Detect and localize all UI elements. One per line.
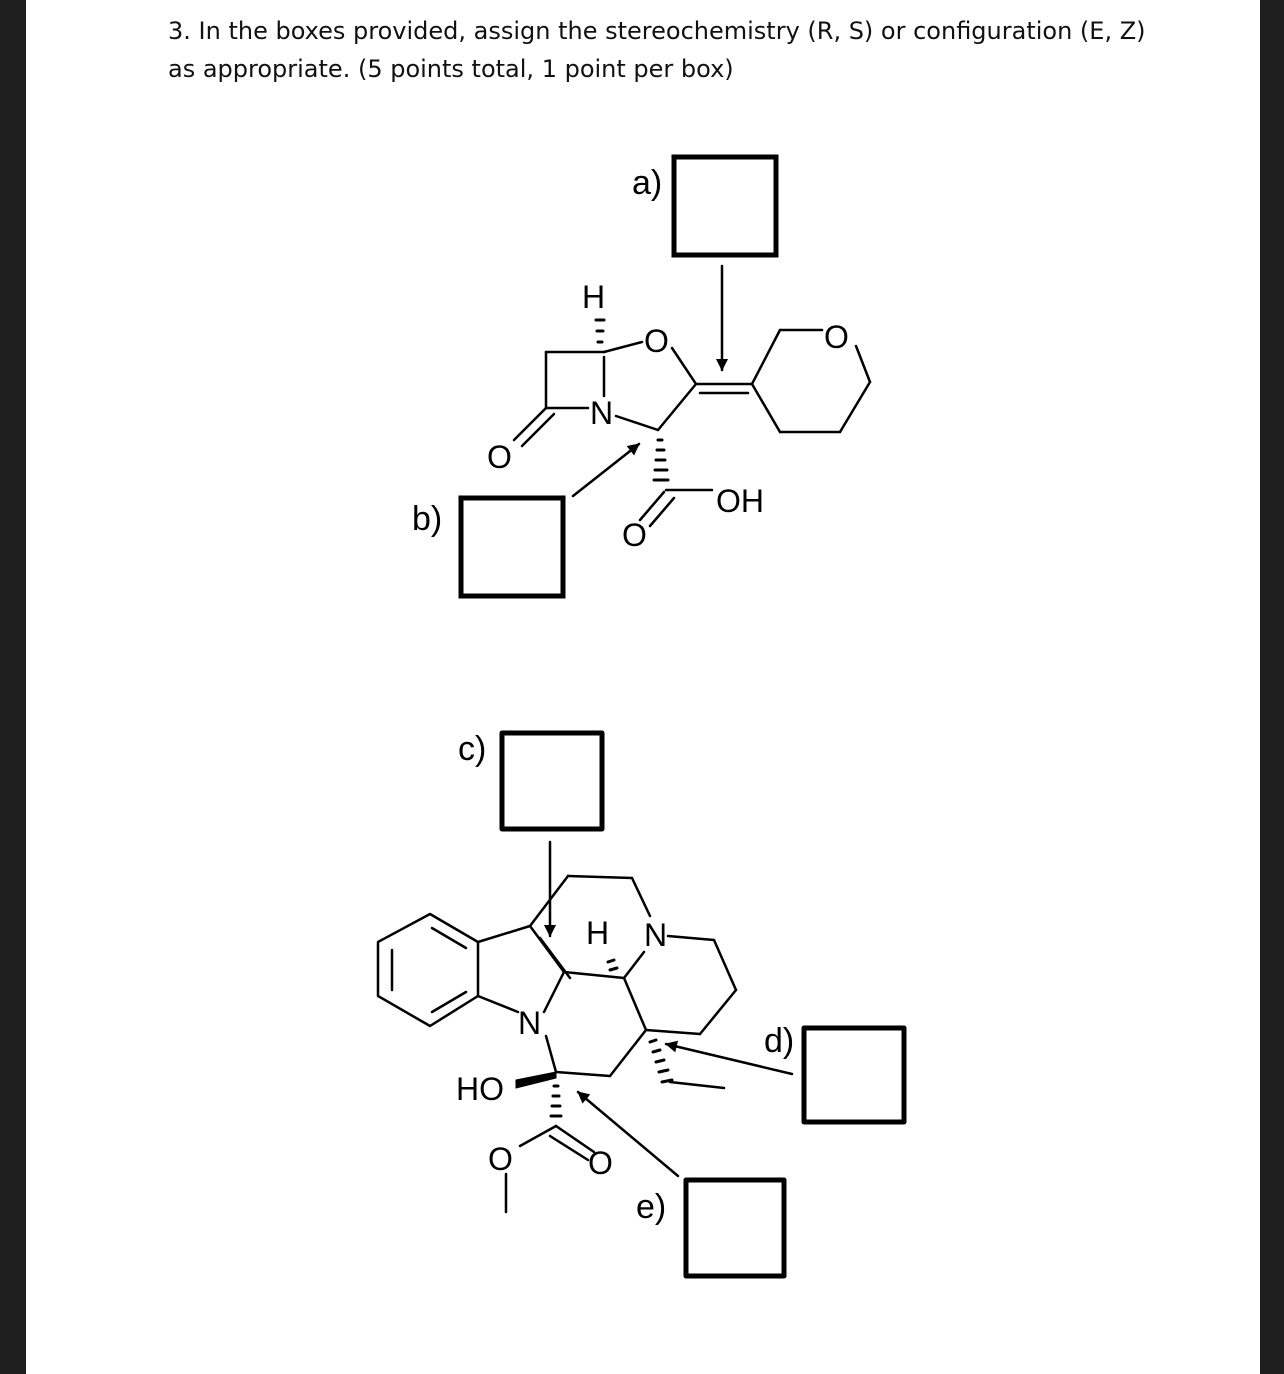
atom-h-2: H [586, 915, 610, 951]
molecule-1 [461, 157, 870, 596]
question-line-1: 3. In the boxes provided, assign the stereochemistry (R, S) or configuration (E, Z) [168, 17, 1146, 45]
atom-o-lactam: O [487, 439, 512, 475]
atom-oh: OH [716, 483, 764, 519]
atom-ho: HO [456, 1071, 504, 1107]
arrow-b [573, 444, 639, 496]
molecule-1-labels [412, 164, 849, 553]
answer-box-b[interactable] [461, 498, 563, 596]
box-label-e: e) [636, 1188, 667, 1226]
atom-o-ester: O [588, 1145, 613, 1181]
atom-h-1: H [582, 279, 606, 315]
box-label-d: d) [764, 1022, 795, 1060]
answer-box-d[interactable] [804, 1028, 904, 1122]
question-line-2: as appropriate. (5 points total, 1 point per box) [168, 55, 734, 83]
atom-n-indole: N [518, 1005, 542, 1041]
box-label-c: c) [458, 730, 487, 768]
answer-box-c[interactable] [502, 733, 602, 829]
box-label-a: a) [632, 164, 663, 202]
atom-n-1: N [590, 395, 614, 431]
box-label-b: b) [412, 500, 443, 538]
atom-o-ether: O [488, 1141, 513, 1177]
atom-o-acid: O [622, 517, 647, 553]
atom-o-pyran: O [824, 319, 849, 355]
answer-box-e[interactable] [686, 1180, 784, 1276]
answer-box-a[interactable] [674, 157, 776, 255]
atom-o-ring: O [644, 323, 669, 359]
atom-n-top: N [644, 917, 668, 953]
